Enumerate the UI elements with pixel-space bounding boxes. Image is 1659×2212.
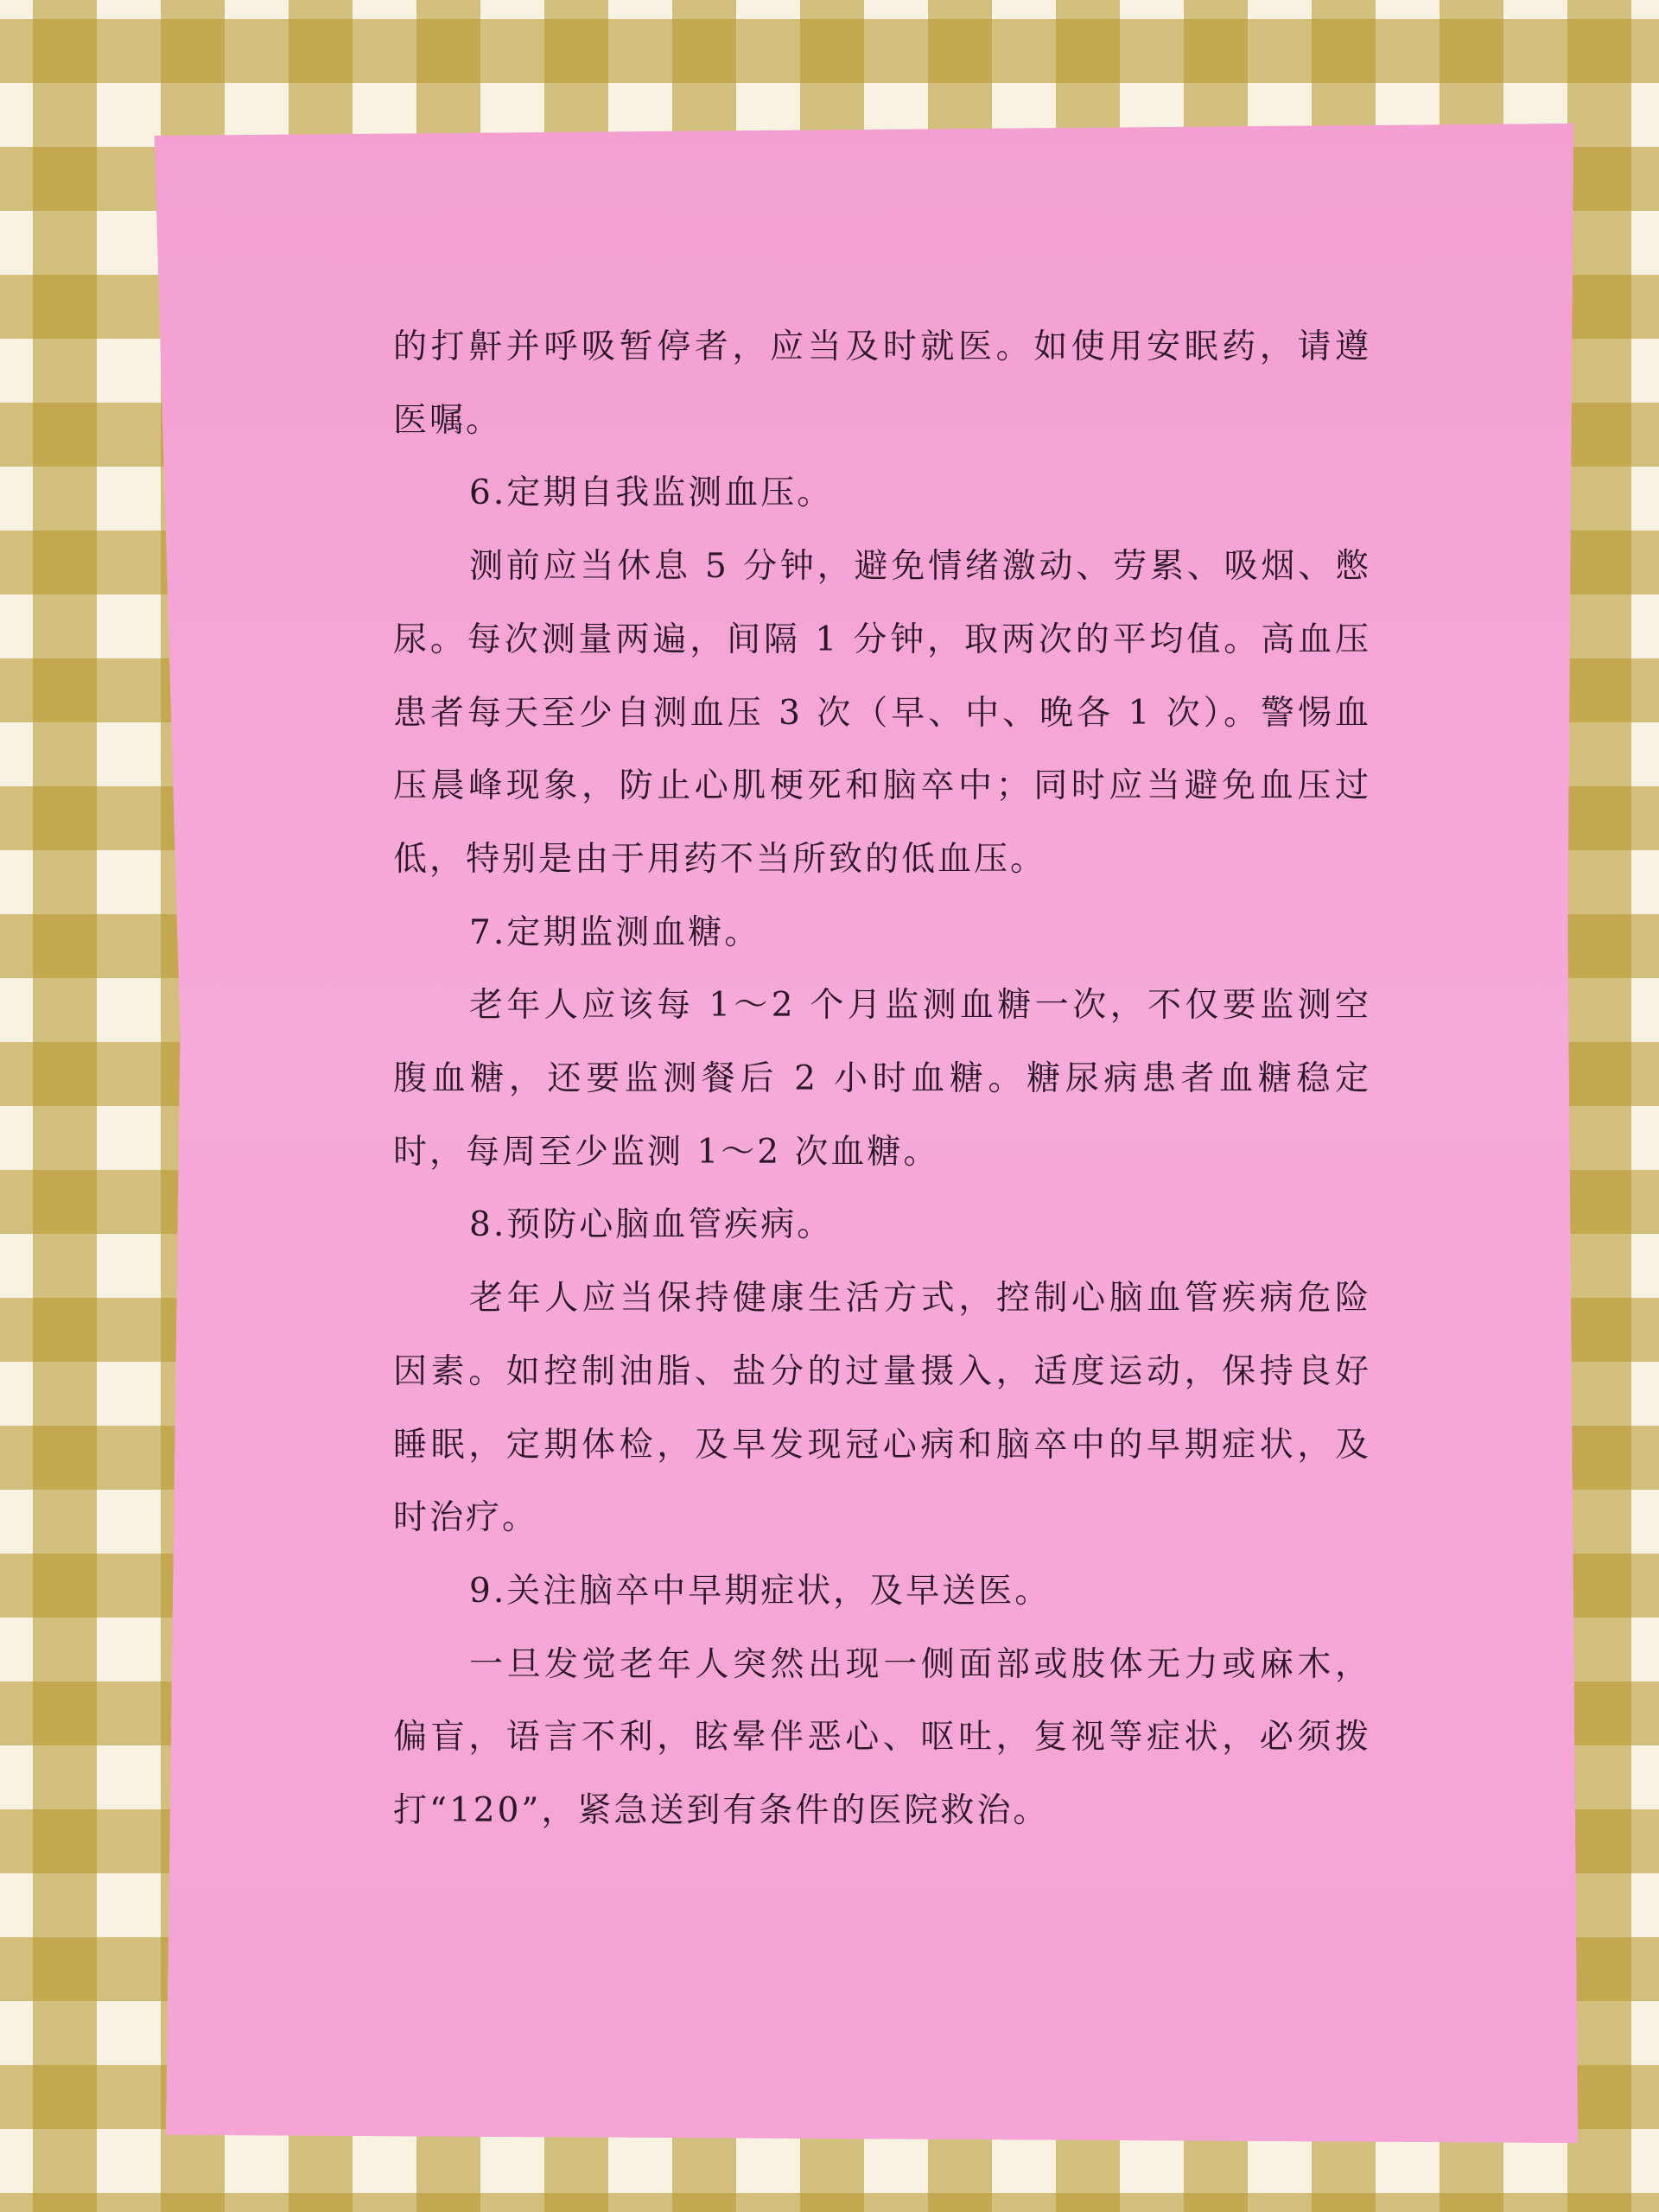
paragraph-blood-pressure: 测前应当休息 5 分钟，避免情绪激动、劳累、吸烟、憋尿。每次测量两遍，间隔 1 分钟，取两次的平均值。高血压患者每天至少自测血压 3 次（早、中、晚各 1 次）。警惕血压晨峰现象，防止心肌梗死和脑卒中；同时应当避免血压过低，特别是由于用药不当所致的低血压。 [393, 547, 1371, 879]
document-text [393, 311, 1371, 1848]
heading-cardiovascular: 8.预防心脑血管疾病。 [469, 1205, 834, 1245]
heading-stroke: 9.关注脑卒中早期症状，及早送医。 [469, 1571, 1052, 1611]
paragraph-sleep-continuation: 的打鼾并呼吸暂停者，应当及时就医。如使用安眠药，请遵医嘱。 [393, 327, 1371, 440]
paragraph-cardiovascular: 老年人应当保持健康生活方式，控制心脑血管疾病危险因素。如控制油脂、盐分的过量摄入，适度运动，保持良好睡眠，定期体检，及早发现冠心病和脑卒中的早期症状，及时治疗。 [393, 1279, 1371, 1538]
heading-blood-pressure: 6.定期自我监测血压。 [469, 474, 834, 513]
paragraph-stroke: 一旦发觉老年人突然出现一侧面部或肢体无力或麻木，偏盲，语言不利，眩晕伴恶心、呕吐，复视等症状，必须拨打“120”，紧急送到有条件的医院救治。 [393, 1644, 1371, 1831]
paragraph-blood-sugar: 老年人应该每 1～2 个月监测血糖一次，不仅要监测空腹血糖，还要监测餐后 2 小时血糖。糖尿病患者血糖稳定时，每周至少监测 1～2 次血糖。 [393, 986, 1371, 1172]
heading-blood-sugar: 7.定期监测血糖。 [469, 912, 761, 952]
